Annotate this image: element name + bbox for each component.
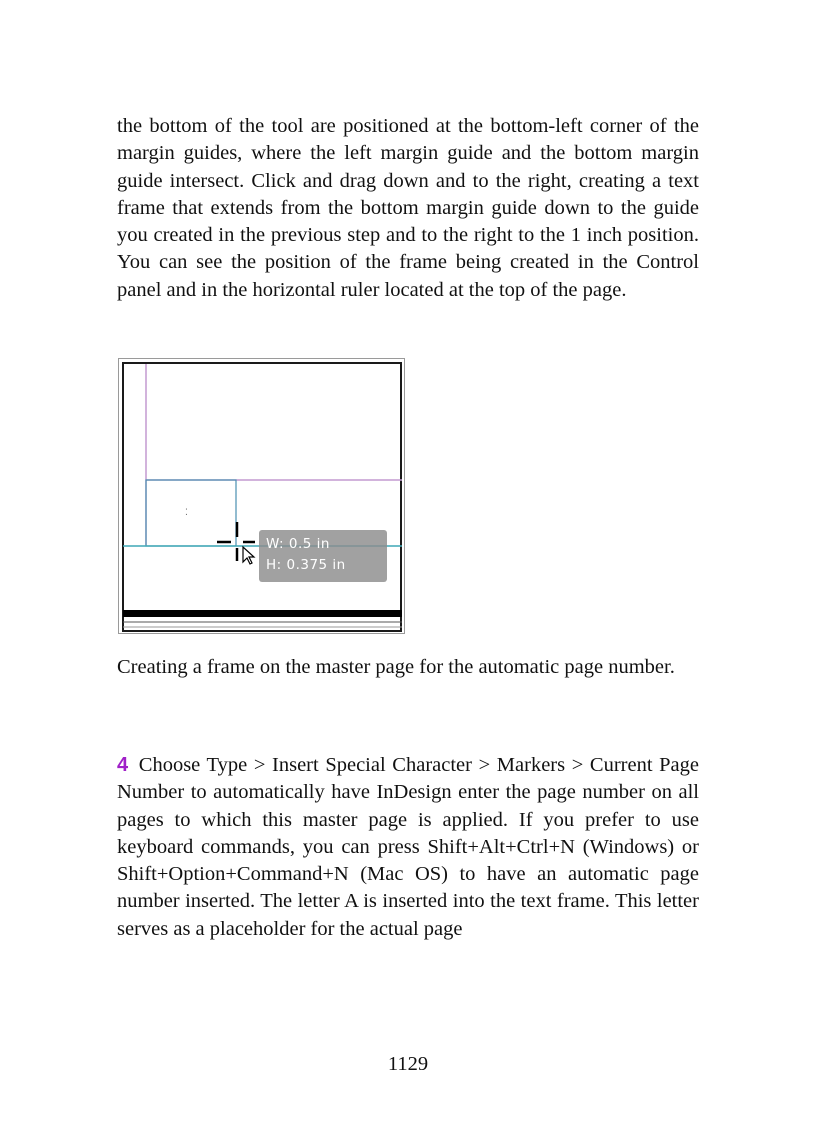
body-paragraph: the bottom of the tool are positioned at the bottom-left corner of the margin guides, where the left margin guide and the bottom margin guide intersect. Click and drag down and to the right, creating a text frame that extends from the bottom margin guide down to the guide you created in the previous step and to the right to the 1 inch position. You can see the position of the frame being created in the Control panel and in the horizontal ruler located at the top of the page. (117, 115, 699, 301)
text-frame-outline (146, 480, 236, 546)
page-number: 1129 (387, 1053, 429, 1075)
step-text: Choose Type > Insert Special Character > Markers > Current Page Number to automatically have InDesign enter the page number on all pages to which this master page is applied. If you prefer to use keyboard commands, you can press Shift+Alt+Ctrl+N (Windows) or Shift+Option+Command+N (Mac OS) to have an automatic page number inserted. The letter A is inserted into the text frame. This letter serves as a placeholder for the actual page (117, 754, 700, 940)
width-readout: W: 0.5 in (266, 536, 330, 552)
figure-caption: Creating a frame on the master page for the automatic page number. (117, 656, 675, 678)
step-paragraph (117, 752, 699, 943)
page-edge (123, 363, 401, 631)
step-number: 4 (117, 754, 129, 776)
size-tooltip (259, 530, 387, 582)
frame-marker: ⁚ (185, 508, 188, 518)
indesign-canvas (119, 359, 405, 634)
height-readout: H: 0.375 in (266, 557, 346, 573)
bottom-bar (123, 610, 402, 617)
screenshot-figure (118, 358, 405, 634)
